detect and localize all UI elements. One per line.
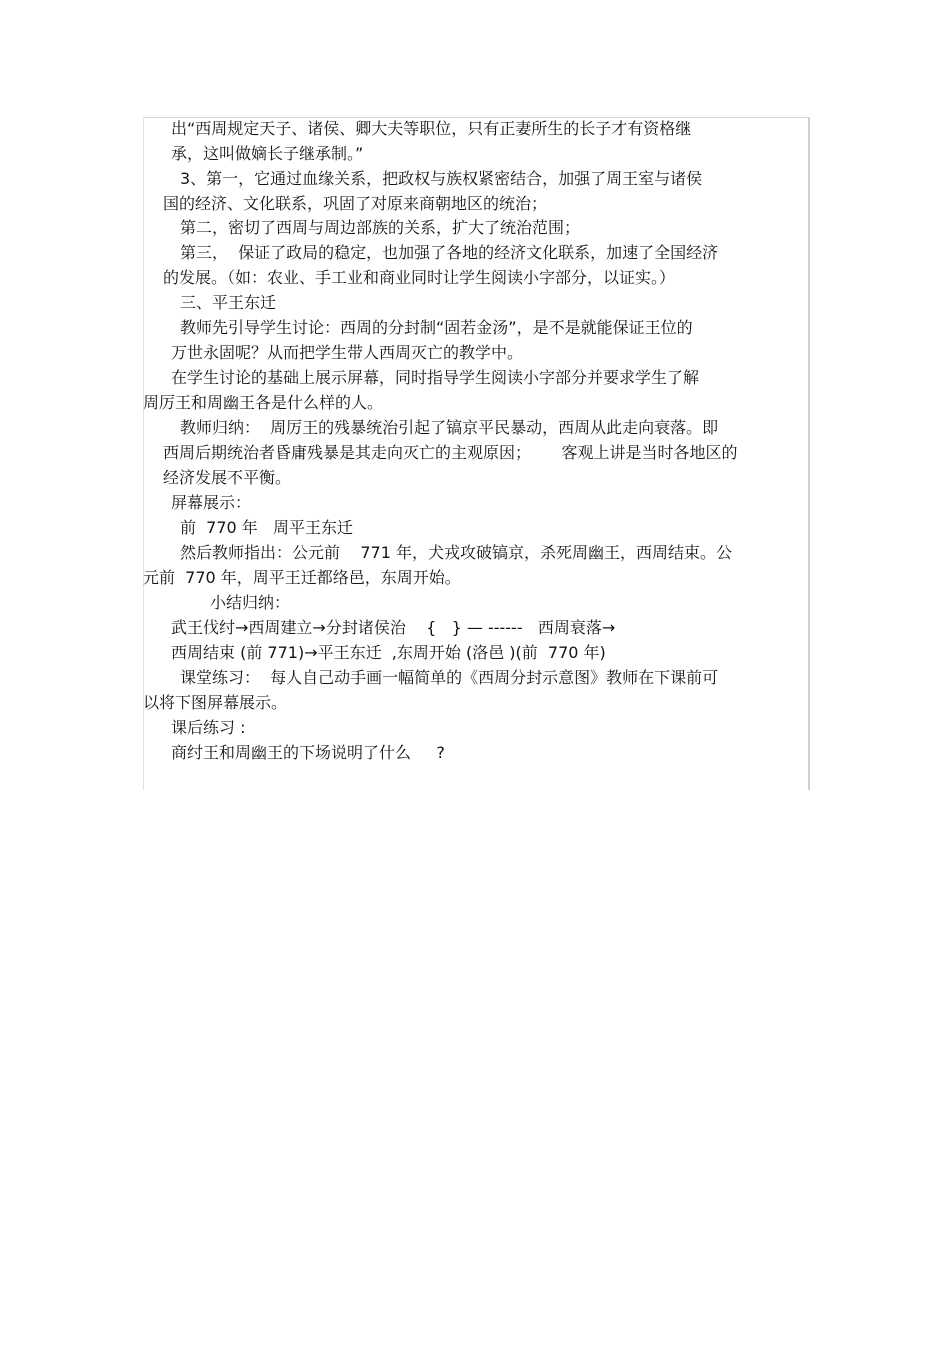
text-line: 承，这叫做嫡长子继承制。” bbox=[171, 144, 364, 163]
text-line: 在学生讨论的基础上展示屏幕，同时指导学生阅读小字部分并要求学生了解 bbox=[171, 368, 700, 387]
text-line: 西周后期统治者昏庸残暴是其走向灭亡的主观原因； 客观上讲是当时各地区的 bbox=[163, 443, 738, 462]
text-line: 3、第一，它通过血缘关系，把政权与族权紧密结合，加强了周王室与诸侯 bbox=[180, 169, 703, 188]
text-line: 商纣王和周幽王的下场说明了什么 ? bbox=[171, 743, 445, 762]
text-line: 教师先引导学生讨论：西周的分封制“固若金汤”，是不是就能保证王位的 bbox=[180, 318, 693, 337]
text-line: 前 770 年 周平王东迁 bbox=[180, 518, 354, 537]
text-line: 教师归纳： 周厉王的残暴统治引起了镐京平民暴动，西周从此走向衰落。即 bbox=[180, 418, 719, 437]
text-line: 出“西周规定天子、诸侯、卿大夫等职位，只有正妻所生的长子才有资格继 bbox=[171, 119, 692, 138]
text-line: 第三， 保证了政局的稳定，也加强了各地的经济文化联系，加速了全国经济 bbox=[180, 243, 719, 262]
text-line: 西周结束 (前 771)→平王东迁 ,东周开始 (洛邑 )(前 770 年) bbox=[171, 643, 606, 662]
text-line: 元前 770 年，周平王迁都络邑，东周开始。 bbox=[143, 568, 461, 587]
text-line: 万世永固呢？从而把学生带人西周灭亡的教学中。 bbox=[171, 343, 524, 362]
text-line: 经济发展不平衡。 bbox=[163, 468, 292, 487]
text-line: 武王伐纣→西周建立→分封诸侯治 { } — ------ 西周衰落→ bbox=[171, 618, 616, 637]
text-line: 第二，密切了西周与周边部族的关系，扩大了统治范围； bbox=[180, 218, 581, 237]
text-line: 然后教师指出：公元前 771 年，犬戎攻破镐京，杀死周幽王，西周结束。公 bbox=[180, 543, 732, 562]
text-line: 以将下图屏幕展示。 bbox=[143, 693, 288, 712]
text-line: 课堂练习： 每人自己动手画一幅简单的《西周分封示意图》教师在下课前可 bbox=[180, 668, 719, 687]
text-line: 的发展。（如：农业、手工业和商业同时让学生阅读小字部分，以证实。） bbox=[163, 268, 676, 287]
text-line: 国的经济、文化联系，巩固了对原来商朝地区的统治； bbox=[163, 194, 548, 213]
text-line: 周厉王和周幽王各是什么样的人。 bbox=[143, 393, 384, 412]
text-line: 屏幕展示： bbox=[171, 493, 252, 512]
text-line: 小结归纳： bbox=[210, 593, 291, 612]
section-heading: 三、平王东迁 bbox=[180, 293, 277, 312]
text-line: 课后练习 : bbox=[171, 718, 246, 737]
